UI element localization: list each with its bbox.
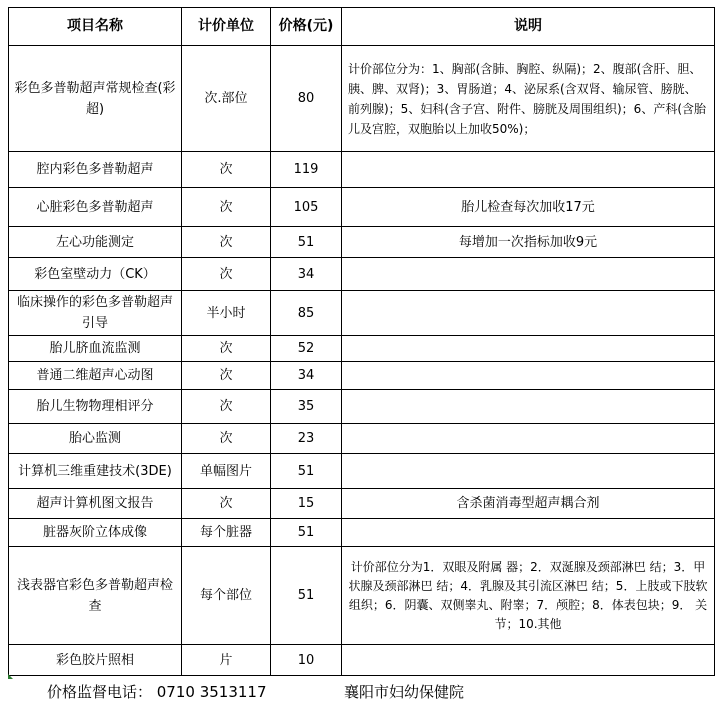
item-price: 34 [271, 362, 342, 390]
item-note: 计价部位分为1．双眼及附属 器；2．双涎腺及颈部淋巴 结；3．甲状腺及颈部淋巴 结；4．乳腺及其引流区淋巴 结；5．上肢或下肢软组织；6．阴囊、双侧睾丸、附睾；7．颅腔；8．体表包块；9． 关节；10.其他 [342, 547, 715, 645]
item-price: 34 [271, 258, 342, 291]
item-price: 23 [271, 424, 342, 454]
item-name: 左心功能测定 [9, 227, 182, 258]
header-item-name: 项目名称 [9, 8, 182, 46]
table-row [9, 46, 715, 152]
item-unit: 次 [182, 390, 271, 424]
item-name: 超声计算机图文报告 [9, 489, 182, 519]
table-row [9, 188, 715, 227]
item-name: 胎心监测 [9, 424, 182, 454]
item-price: 51 [271, 454, 342, 489]
item-note [342, 362, 715, 390]
item-unit: 半小时 [182, 291, 271, 336]
item-unit: 片 [182, 645, 271, 676]
header-price: 价格(元) [271, 8, 342, 46]
item-price: 51 [271, 547, 342, 645]
item-unit: 次 [182, 489, 271, 519]
item-note: 胎儿检查每次加收17元 [342, 188, 715, 227]
item-note: 计价部位分为：1、胸部(含肺、胸腔、纵隔)；2、腹部(含肝、胆、胰、脾、双肾)；3、胃肠道；4、泌尿系(含双肾、输尿管、膀胱、前列腺)；5、妇科(含子宫、附件、膀胱及周围组织)；6、产科(含胎儿及宫腔，双胞胎以上加收50%)； [342, 46, 715, 152]
price-table [8, 7, 715, 676]
price-supervision-phone: 价格监督电话： 0710 3513117 [47, 683, 267, 701]
item-name: 彩色胶片照相 [9, 645, 182, 676]
table-row [9, 258, 715, 291]
table-row [9, 454, 715, 489]
table-row [9, 489, 715, 519]
table-row [9, 227, 715, 258]
item-unit: 次 [182, 362, 271, 390]
item-name: 彩色多普勒超声常规检查(彩超) [9, 46, 182, 152]
item-name: 普通二维超声心动图 [9, 362, 182, 390]
item-name: 胎儿生物物理相评分 [9, 390, 182, 424]
table-row [9, 645, 715, 676]
item-price: 10 [271, 645, 342, 676]
item-note [342, 390, 715, 424]
item-note: 含杀菌消毒型超声耦合剂 [342, 489, 715, 519]
table-row [9, 152, 715, 188]
item-price: 80 [271, 46, 342, 152]
item-unit: 次 [182, 258, 271, 291]
item-price: 52 [271, 336, 342, 362]
table-row [9, 362, 715, 390]
table-row [9, 547, 715, 645]
item-price: 51 [271, 519, 342, 547]
item-name: 心脏彩色多普勒超声 [9, 188, 182, 227]
item-note: 每增加一次指标加收9元 [342, 227, 715, 258]
item-note [342, 424, 715, 454]
item-unit: 次 [182, 152, 271, 188]
item-note [342, 645, 715, 676]
item-unit: 次 [182, 188, 271, 227]
item-unit: 单幅图片 [182, 454, 271, 489]
item-name: 计算机三维重建技术(3DE) [9, 454, 182, 489]
item-name: 浅表器官彩色多普勒超声检查 [9, 547, 182, 645]
item-price: 15 [271, 489, 342, 519]
item-price: 105 [271, 188, 342, 227]
item-unit: 次.部位 [182, 46, 271, 152]
item-unit: 每个部位 [182, 547, 271, 645]
item-unit: 每个脏器 [182, 519, 271, 547]
item-note [342, 291, 715, 336]
header-unit: 计价单位 [182, 8, 271, 46]
item-note [342, 519, 715, 547]
hospital-name: 襄阳市妇幼保健院 [344, 683, 465, 701]
item-unit: 次 [182, 227, 271, 258]
item-unit: 次 [182, 336, 271, 362]
table-row [9, 519, 715, 547]
table-row [9, 336, 715, 362]
item-price: 119 [271, 152, 342, 188]
table-row [9, 424, 715, 454]
item-note [342, 336, 715, 362]
item-note [342, 454, 715, 489]
cell-corner-marker [8, 674, 13, 679]
item-note [342, 258, 715, 291]
item-name: 彩色室壁动力（CK） [9, 258, 182, 291]
item-name: 腔内彩色多普勒超声 [9, 152, 182, 188]
item-name: 脏器灰阶立体成像 [9, 519, 182, 547]
item-note [342, 152, 715, 188]
item-price: 35 [271, 390, 342, 424]
table-row [9, 291, 715, 336]
item-price: 85 [271, 291, 342, 336]
item-name: 临床操作的彩色多普勒超声引导 [9, 291, 182, 336]
table-row [9, 390, 715, 424]
item-unit: 次 [182, 424, 271, 454]
item-price: 51 [271, 227, 342, 258]
header-note: 说明 [342, 8, 715, 46]
item-name: 胎儿脐血流监测 [9, 336, 182, 362]
table-header-row [9, 8, 715, 46]
